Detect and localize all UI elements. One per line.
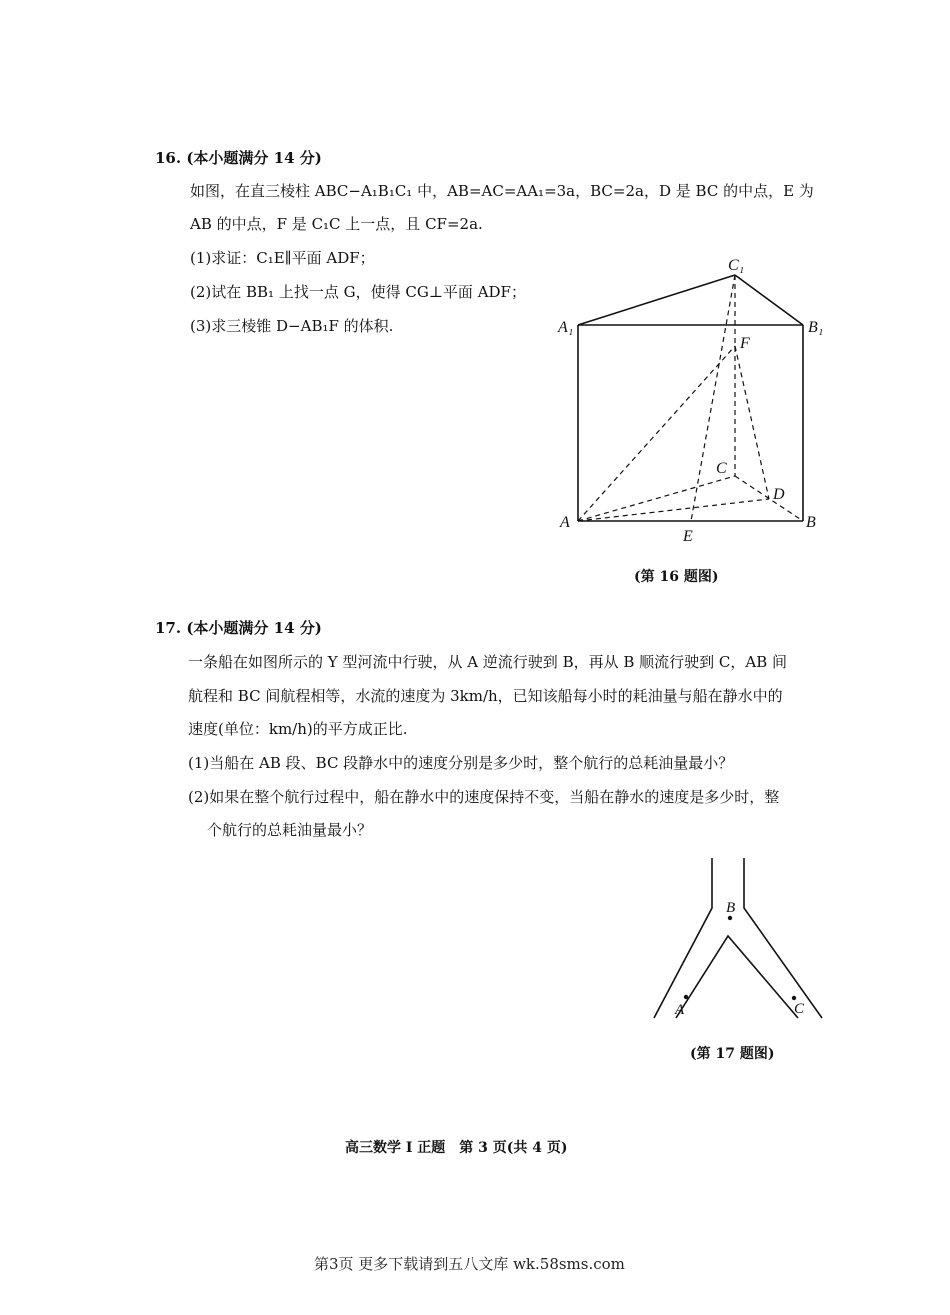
q17-river-figure — [640, 850, 840, 1030]
label-a: A — [560, 514, 570, 531]
edge-ad — [578, 499, 769, 521]
label-d: D — [773, 486, 785, 503]
label-e: E — [683, 528, 693, 545]
edge-a1c1 — [578, 275, 735, 325]
q16-statement-line1: 如图，在直三棱柱 ABC−A₁B₁C₁ 中，AB=AC=AA₁=3a，BC=2a，D 是 BC 的中点，E 为 — [190, 182, 814, 200]
q16-part3: (3)求三棱锥 D−AB₁F 的体积. — [190, 317, 394, 335]
q17-figure-caption: (第 17 题图) — [690, 1046, 775, 1062]
q17-statement-line3: 速度(单位：km/h)的平方成正比. — [188, 720, 408, 738]
river-right-outer-bank — [744, 858, 822, 1018]
edge-fd — [735, 346, 769, 499]
label-b1: B₁ — [808, 319, 824, 336]
q17-statement-line2: 航程和 BC 间航程相等，水流的速度为 3km/h，已知该船每小时的耗油量与船在静水中的 — [188, 687, 783, 705]
q16-part2: (2)试在 BB₁ 上找一点 G，使得 CG⊥平面 ADF； — [190, 283, 526, 301]
edge-c1e — [691, 275, 735, 521]
q17-statement-line1: 一条船在如图所示的 Y 型河流中行驶，从 A 逆流行驶到 B，再从 B 顺流行驶到 C，AB 间 — [188, 653, 788, 671]
q16-statement-line2: AB 的中点，F 是 C₁C 上一点，且 CF=2a. — [190, 215, 483, 233]
edge-ac — [578, 476, 735, 521]
label-f: F — [740, 335, 750, 352]
download-watermark: 第3页 更多下载请到五八文库 wk.58sms.com — [314, 1255, 625, 1273]
river-left-outer-bank — [654, 858, 712, 1018]
edge-c1b1 — [735, 275, 803, 325]
q16-prism-figure — [540, 250, 840, 560]
label-c1: C₁ — [728, 257, 745, 274]
point-b-dot — [728, 916, 732, 920]
q17-header: 17. (本小题满分 14 分) — [155, 619, 322, 637]
q16-header: 16. (本小题满分 14 分) — [155, 149, 322, 167]
label-a: A — [675, 1002, 685, 1018]
q16-figure-caption: (第 16 题图) — [634, 569, 719, 585]
point-c-dot — [792, 996, 796, 1000]
edge-af — [578, 346, 735, 521]
label-b: B — [806, 514, 816, 531]
q17-part1: (1)当船在 AB 段、BC 段静水中的速度分别是多少时，整个航行的总耗油量最小？ — [188, 754, 734, 772]
label-a1: A₁ — [558, 319, 574, 336]
label-c: C — [794, 1001, 805, 1017]
page-footer: 高三数学 I 正题 第 3 页(共 4 页) — [345, 1140, 568, 1156]
label-c: C — [716, 460, 727, 477]
q17-part2-line2: 个航行的总耗油量最小？ — [207, 821, 373, 839]
river-inner-bank — [676, 936, 798, 1018]
label-b: B — [726, 900, 736, 916]
q16-part1: (1)求证：C₁E∥平面 ADF； — [190, 249, 375, 267]
q17-part2-line1: (2)如果在整个航行过程中，船在静水中的速度保持不变，当船在静水的速度是多少时，整 — [188, 788, 780, 806]
point-a-dot — [684, 995, 688, 999]
